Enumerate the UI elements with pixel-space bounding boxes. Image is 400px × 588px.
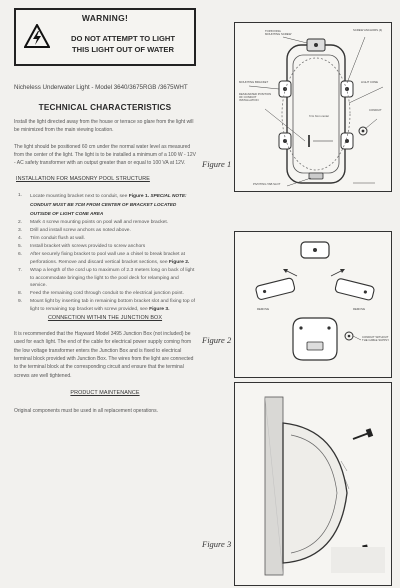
model-title: Nicheless Underwater Light - Model 3640/3675RGB /3675WHT — [14, 84, 188, 91]
warning-line-2: THIS LIGHT OUT OF WATER — [72, 45, 174, 54]
step-number: 7. — [18, 267, 23, 273]
step-number: 4. — [18, 236, 23, 242]
step-number: 6. — [18, 251, 23, 257]
step-item — [14, 298, 196, 314]
installation-steps — [14, 192, 196, 314]
callout-distance: 7cm from center — [308, 114, 330, 118]
step-item — [14, 251, 196, 267]
text-column — [14, 8, 196, 415]
step-text: Locate mounting bracket next to conduit, see — [30, 194, 129, 200]
maintenance-heading: PRODUCT MAINTENANCE — [70, 389, 140, 396]
figure-reference: Figure 2. — [168, 259, 190, 265]
callout-screw-anchors: SCREW ANCHORS (4) — [353, 28, 383, 32]
warning-line-1: DO NOT ATTEMPT TO LIGHT — [70, 34, 176, 43]
figure-reference: Figure 3. — [149, 307, 170, 313]
warning-box — [14, 8, 196, 66]
step-text: Wrap a length of the cord up to maximum of 2.3 meters long on back of light to accommodate bringing the light to the pool deck for relamping and service. — [30, 267, 195, 289]
installation-heading: INSTALLATION FOR MASONRY POOL STRUCTURE — [16, 176, 150, 183]
callout-light-cone: LIGHT CONE — [361, 80, 379, 84]
step-number: 1. — [18, 193, 23, 199]
connection-heading: CONNECTION WITHIN THE JUNCTION BOX — [47, 315, 163, 322]
step-item — [14, 219, 196, 227]
step-item — [14, 227, 196, 235]
figure-1-label: Figure 1 — [202, 159, 232, 169]
callout-conduit: CONDUIT WITHOUT THE CABLE SUPPLY — [362, 335, 390, 343]
figure-2-label: Figure 2 — [202, 335, 232, 345]
step-item — [14, 235, 196, 243]
step-item — [14, 243, 196, 251]
step-text: Mark 4 screw mounting points on pool wall and remove bracket. — [30, 220, 169, 226]
figure-3-label: Figure 3 — [202, 539, 232, 549]
step-text: After securely fixing bracket to pool wall use a chisel to break bracket at perforations. Remove and discard vertical bracket sections, see — [30, 251, 185, 265]
technical-paragraph-1: Install the light directed away from the house or terrace so glare from the light will be minimized from the main viewing location. — [14, 119, 194, 134]
connection-paragraph: It is recommended that the Hayward Model 3495 Junction Box (not included) be used for each light. The end of the cable for electrical power supply coming from the low voltage transformer enters the Junction Box and is fixed to electrical terminal block provided with Junction Box. The wires from the light are connected to the terminal block at the corresponding circuit and ensure that the terminal screws are well tightened. — [14, 331, 194, 379]
figure-3 — [234, 382, 392, 586]
maintenance-paragraph: Original components must be used in all replacement operations. — [14, 407, 158, 414]
callout-bottom-slot: PIVOTING TAB SLOT — [253, 182, 281, 186]
step-number: 8. — [18, 291, 23, 297]
callout-conduit: CONDUIT — [369, 108, 382, 112]
step-number: 9. — [18, 299, 23, 305]
figure-2 — [234, 231, 392, 378]
bracket-break-diagram — [235, 232, 393, 379]
step-text: Mount light by inserting tab in remaining bottom bracket slot and fixing top of light to remaining top bracket with screw provided, see — [30, 299, 196, 313]
step-number: 5. — [18, 243, 23, 249]
callout-mounting-bracket: MOUNTING BRACKET — [239, 80, 269, 84]
step-text: Trim conduit flush at wall. — [30, 236, 85, 242]
figure-reference: Figure 1. — [128, 194, 150, 200]
special-note: SPECIAL NOTE: CONDUIT MUST BE 7CM FROM CENTER OF BRACKET LOCATED OUTSIDE OF LIGHT CONE AREA — [30, 193, 187, 217]
step-number: 2. — [18, 220, 23, 226]
step-text: Feed the remaining cord through conduit to the electrical junction point. — [30, 291, 184, 297]
callout-top-screw: TOP/FIXING MOUNTING SCREW — [265, 29, 292, 37]
figure-1 — [234, 22, 392, 192]
mounted-light-diagram — [235, 383, 393, 587]
technical-paragraph-2: The light should be positioned 60 cm under the normal water level as measured from the center of the light. The light is to be installed a minimum of a 100 W - 12V - AC safety transformer with an output greater than or equal to 100 VA at 12V. — [14, 143, 196, 167]
warning-title: WARNING! — [81, 13, 129, 23]
step-item — [14, 290, 196, 298]
callout-remove-right: REMOVE — [353, 307, 366, 311]
step-text: Install bracket with screws provided to screw anchors — [30, 243, 146, 249]
high-voltage-icon — [24, 24, 50, 48]
step-number: 3. — [18, 228, 23, 234]
step-item — [14, 267, 196, 291]
step-text: Drill and install screw anchors as noted above. — [30, 228, 131, 234]
callout-conduit-position: DESIGNATED POSITION OF CONDUIT INSTALLATION — [239, 92, 272, 103]
callout-remove-left: REMOVE — [257, 307, 270, 311]
technical-heading: TECHNICAL CHARACTERISTICS — [38, 103, 172, 112]
step-item — [14, 192, 196, 219]
